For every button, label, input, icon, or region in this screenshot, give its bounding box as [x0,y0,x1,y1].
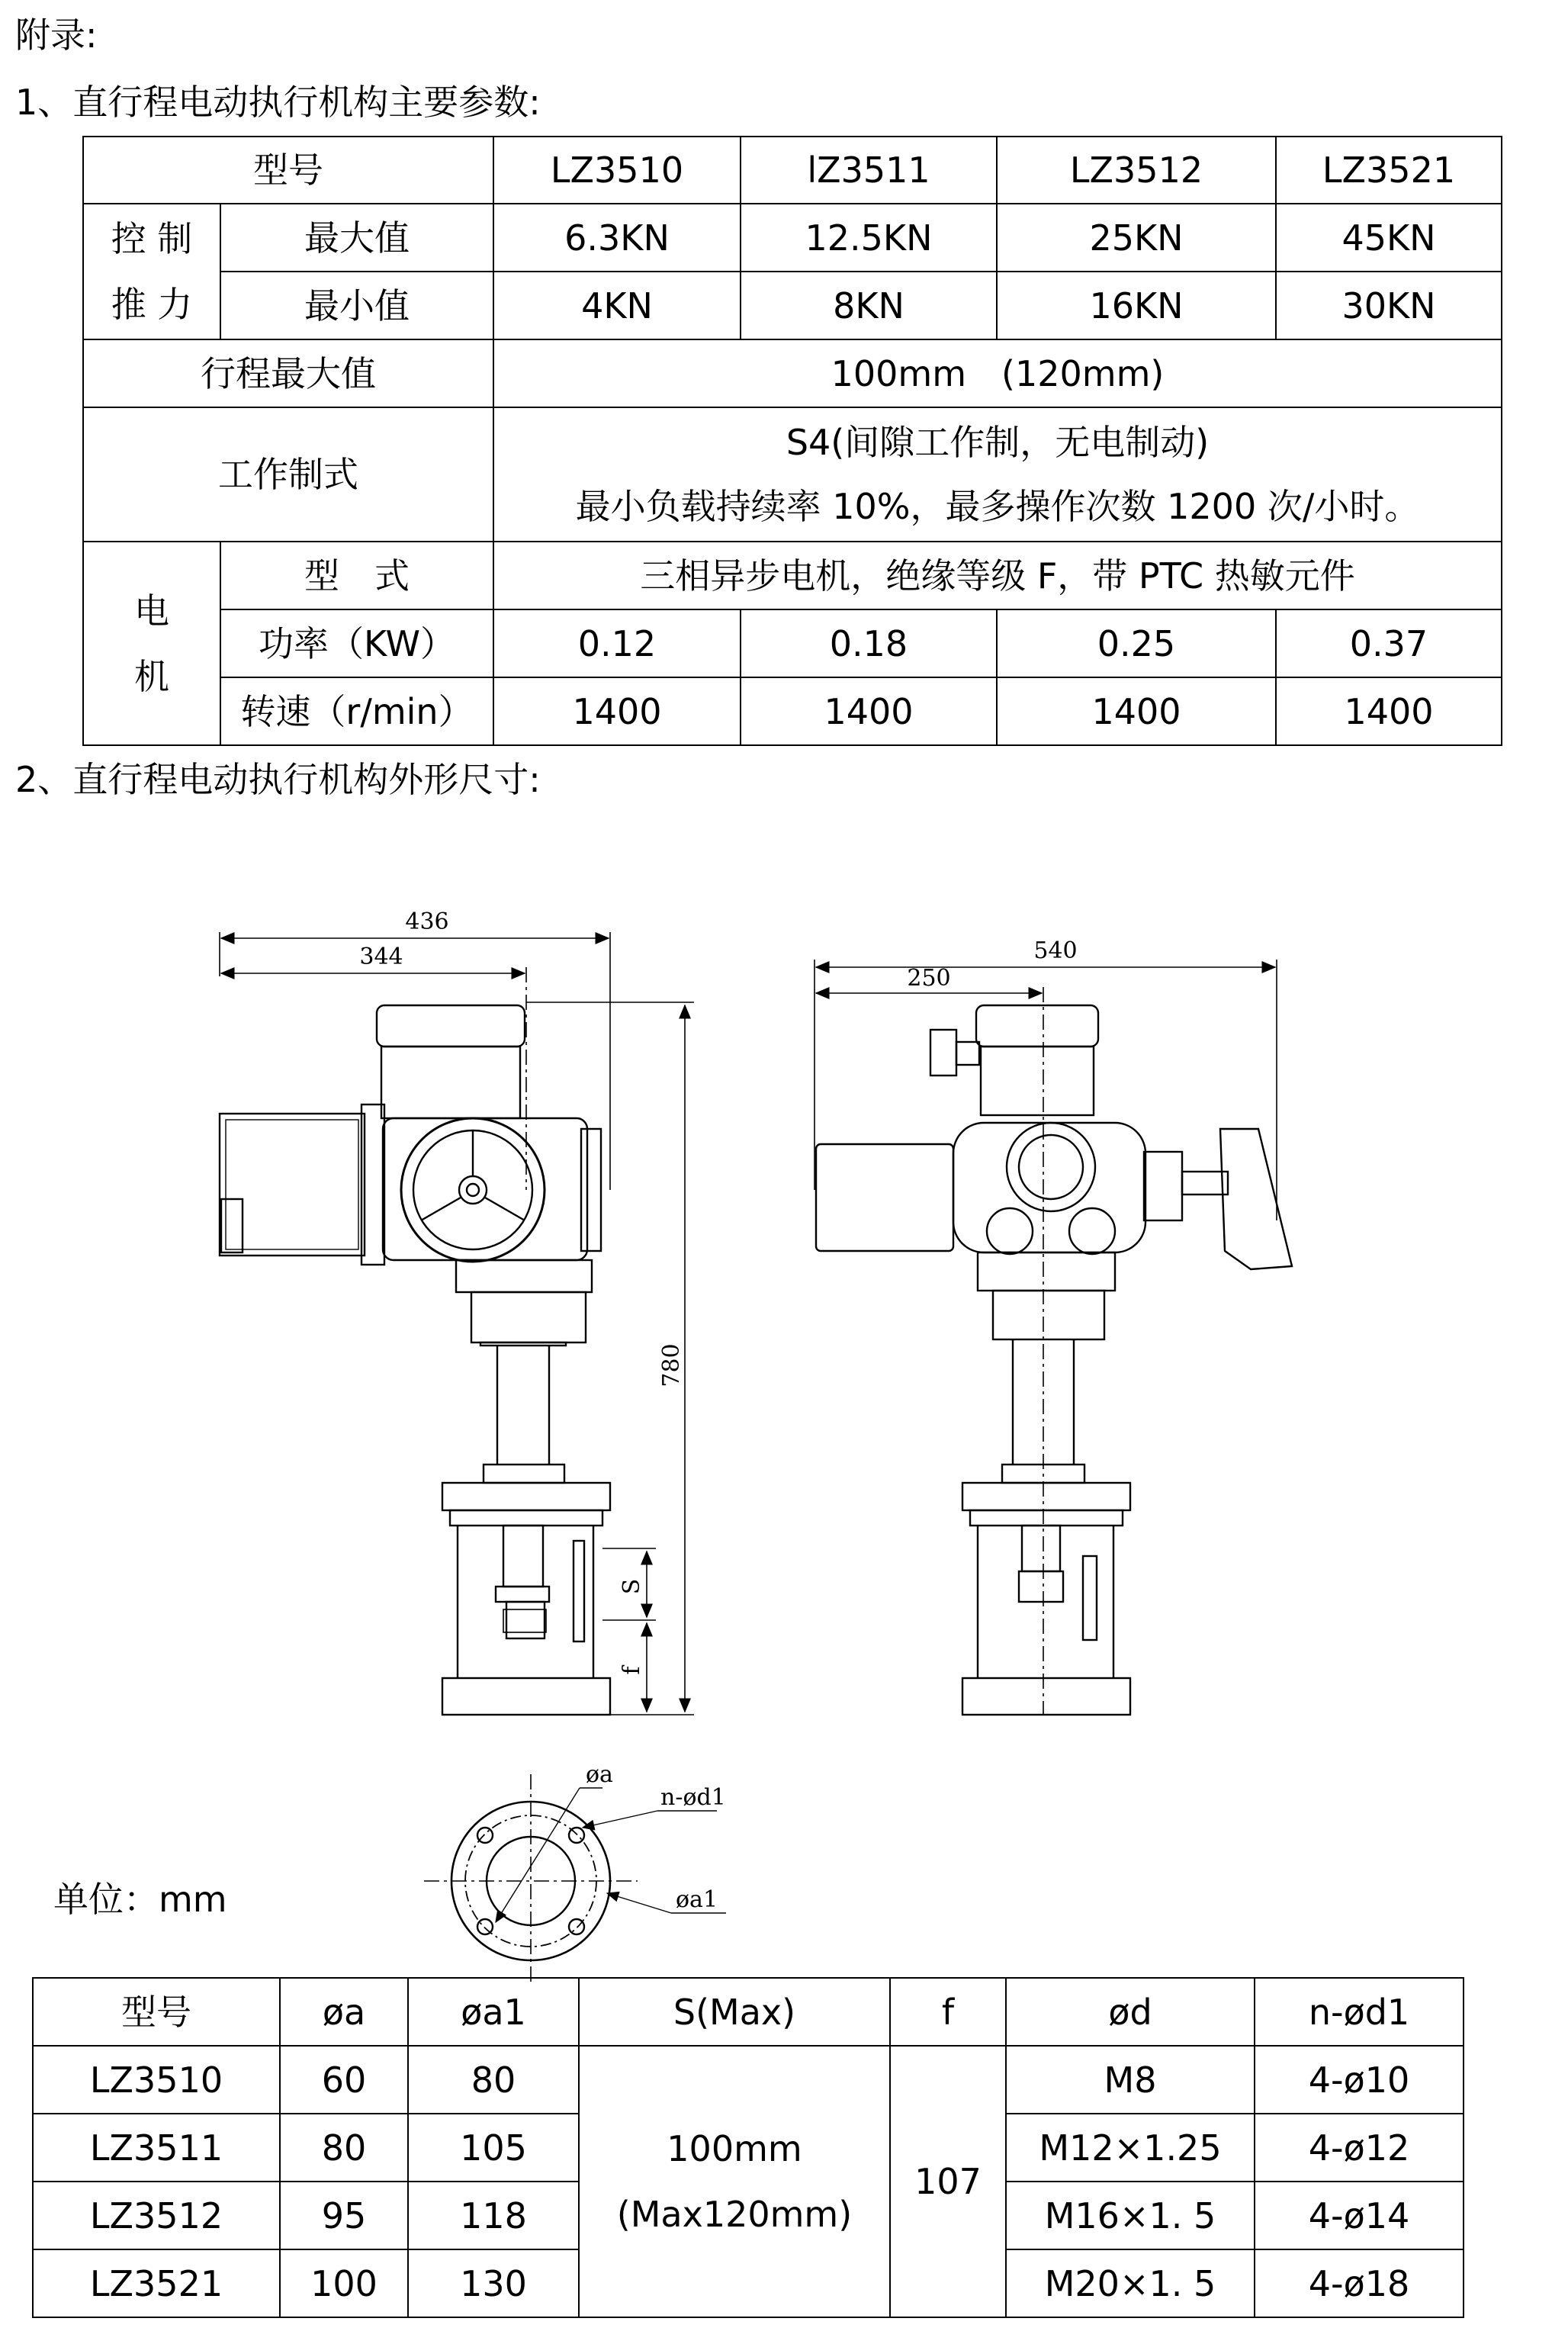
thrust-group-line1: 控 制 [111,218,193,259]
speed-value: 1400 [997,677,1276,745]
thrust-group-line2: 推 力 [111,284,193,325]
speed-label: 转速（r/min） [220,677,493,745]
power-value: 0.37 [1276,609,1502,677]
speed-value: 1400 [1276,677,1502,745]
cell-nd1: 4-ø18 [1255,2249,1464,2317]
max-value: 6.3KN [493,204,741,272]
cell-a1: 105 [408,2114,579,2182]
power-value: 0.18 [741,609,997,677]
motor-group-line1: 电 [134,590,169,632]
dim-left-axis: 344 [359,944,403,970]
s-max-line2: (Max120mm) [616,2194,853,2235]
cell-a: 100 [280,2249,408,2317]
power-label: 功率（KW） [220,609,493,677]
max-value: 25KN [997,204,1276,272]
max-value: 45KN [1276,204,1502,272]
flange-label-a1: øa1 [676,1886,718,1913]
cell-a1: 130 [408,2249,579,2317]
min-value: 30KN [1276,272,1502,339]
cell-model: LZ3510 [33,2046,280,2114]
dim-stroke: S [619,1578,645,1595]
header-cell: ød [1006,1978,1255,2046]
motor-group-line2: 机 [134,655,169,697]
header-cell: n-ød1 [1255,1978,1464,2046]
cell-a1: 118 [408,2182,579,2249]
flange-label-a: øa [586,1761,613,1788]
model-label: 型号 [83,137,493,204]
dim-left-overall: 436 [405,908,449,935]
stroke-label: 行程最大值 [83,339,493,407]
duty-line1: S4(间隙工作制，无电制动) [786,422,1210,463]
cell-d: M8 [1006,2046,1255,2114]
cell-model: LZ3511 [33,2114,280,2182]
min-label: 最小值 [220,272,493,339]
cell-a: 95 [280,2182,408,2249]
duty-label: 工作制式 [83,407,493,542]
section1-title: 1、直行程电动执行机构主要参数: [15,82,541,123]
model-cell: LZ3510 [493,137,741,204]
unit-label: 单位：mm [53,1879,227,1920]
stroke-value: 100mm (120mm) [493,339,1502,407]
cell-nd1: 4-ø12 [1255,2114,1464,2182]
header-cell: øa1 [408,1978,579,2046]
section2-title: 2、直行程电动执行机构外形尺寸: [15,759,541,800]
cell-s-max [579,2046,890,2317]
dim-right-axis: 250 [907,965,951,992]
table-row [33,1978,1464,2046]
min-value: 16KN [997,272,1276,339]
right-view-outline [815,960,1292,1715]
min-value: 4KN [493,272,741,339]
left-view-outline [220,932,694,1715]
dim-right-overall: 540 [1033,937,1078,964]
min-value: 8KN [741,272,997,339]
table-row [33,2046,1464,2114]
duty-line2: 最小负载持续率 10%，最多操作次数 1200 次/小时。 [575,486,1420,527]
speed-value: 1400 [741,677,997,745]
cell-f: 107 [890,2046,1006,2317]
cell-a: 80 [280,2114,408,2182]
s-max-line1: 100mm [667,2128,802,2169]
power-value: 0.25 [997,609,1276,677]
cell-a1: 80 [408,2046,579,2114]
max-label: 最大值 [220,204,493,272]
dimensions-table [32,1977,1464,2318]
flange-label-nd1: n-ød1 [660,1784,726,1811]
model-cell: LZ3521 [1276,137,1502,204]
cell-model: LZ3512 [33,2182,280,2249]
header-cell: f [890,1978,1006,2046]
model-cell: LZ3512 [997,137,1276,204]
model-cell: lZ3511 [741,137,997,204]
speed-value: 1400 [493,677,741,745]
header-cell: S(Max) [579,1978,890,2046]
dim-flange: f [619,1666,645,1675]
motor-type-value: 三相异步电机，绝缘等级 F，带 PTC 热敏元件 [493,542,1502,609]
cell-d: M16×1. 5 [1006,2182,1255,2249]
header-cell: 型号 [33,1978,280,2046]
cell-nd1: 4-ø10 [1255,2046,1464,2114]
cell-a: 60 [280,2046,408,2114]
header-cell: øa [280,1978,408,2046]
cell-nd1: 4-ø14 [1255,2182,1464,2249]
dim-height: 780 [658,1343,685,1387]
motor-type-label: 型 式 [220,542,493,609]
appendix-title: 附录: [15,14,98,56]
power-value: 0.12 [493,609,741,677]
max-value: 12.5KN [741,204,997,272]
cell-d: M20×1. 5 [1006,2249,1255,2317]
cell-d: M12×1.25 [1006,2114,1255,2182]
cell-model: LZ3521 [33,2249,280,2317]
